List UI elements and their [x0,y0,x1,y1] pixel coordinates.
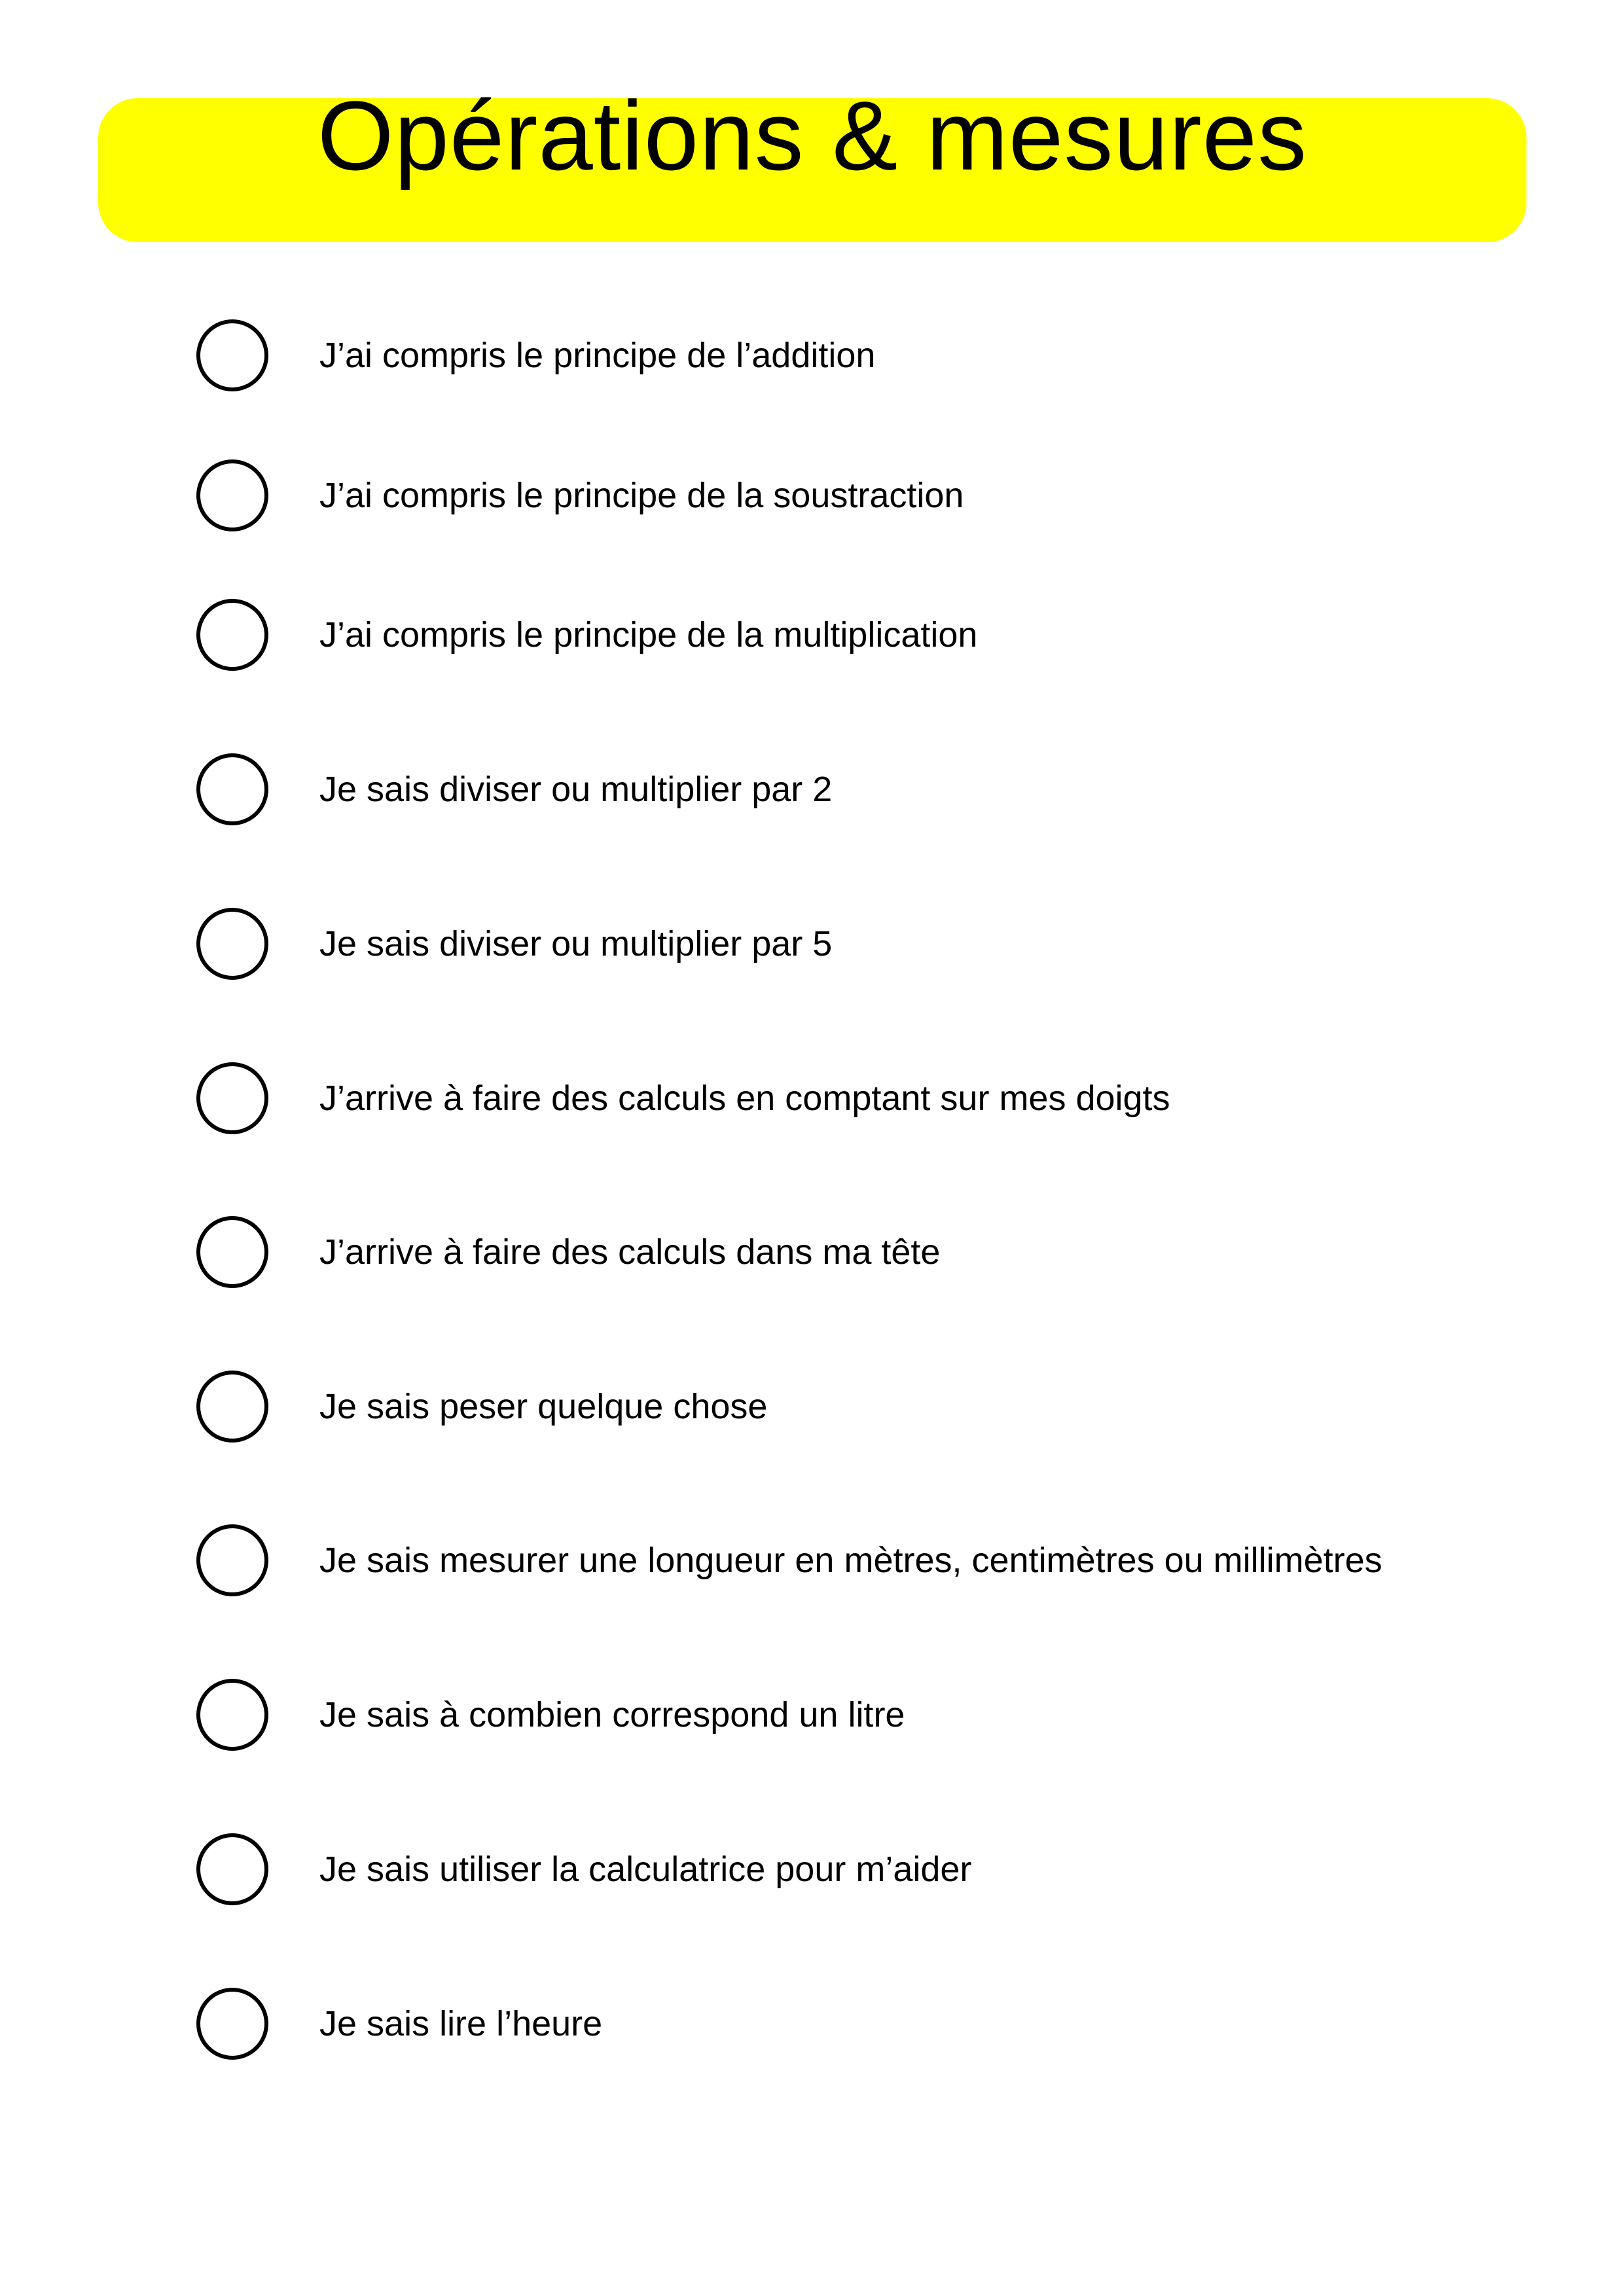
checklist-item[interactable] [196,750,832,829]
circle-checkbox[interactable] [196,908,268,980]
circle-checkbox[interactable] [196,1833,268,1905]
circle-checkbox[interactable] [196,753,268,825]
checklist-item[interactable] [196,1521,1382,1600]
checklist-item-label: J’arrive à faire des calculs en comptant sur mes doigts [319,1079,1170,1118]
circle-checkbox[interactable] [196,1988,268,2060]
checklist-item-label: Je sais à combien correspond un litre [319,1695,905,1734]
circle-checkbox[interactable] [196,1216,268,1288]
checklist-item[interactable] [196,456,964,535]
circle-checkbox[interactable] [196,1524,268,1596]
page-title: Opérations & mesures [317,80,1308,190]
checklist-item[interactable] [196,1984,602,2063]
checklist-item[interactable] [196,1059,1170,1138]
checklist-item[interactable] [196,1830,971,1909]
checklist-item-label: Je sais utiliser la calculatrice pour m’aider [319,1850,972,1889]
checklist-item[interactable] [196,316,875,395]
checklist-item-label: J’ai compris le principe de la multiplication [319,615,978,655]
circle-checkbox[interactable] [196,599,268,671]
circle-checkbox[interactable] [196,1371,268,1443]
checklist-item-label: J’ai compris le principe de la soustraction [319,476,964,515]
checklist-item[interactable] [196,1213,940,1291]
checklist-item-label: Je sais diviser ou multiplier par 2 [319,770,833,809]
checklist-item-label: J’ai compris le principe de l’addition [319,336,876,375]
checklist-item-label: Je sais lire l’heure [319,2004,603,2043]
checklist-item[interactable] [196,905,832,983]
circle-checkbox[interactable] [196,459,268,531]
checklist-item[interactable] [196,1676,905,1754]
checklist-item[interactable] [196,596,977,674]
checklist-item-label: J’arrive à faire des calculs dans ma tête [319,1232,941,1272]
checklist-item[interactable] [196,1367,767,1446]
circle-checkbox[interactable] [196,1679,268,1751]
checklist-item-label: Je sais mesurer une longueur en mètres, centimètres ou millimètres [319,1541,1382,1580]
circle-checkbox[interactable] [196,319,268,391]
checklist-item-label: Je sais diviser ou multiplier par 5 [319,924,833,963]
checklist-item-label: Je sais peser quelque chose [319,1387,768,1426]
circle-checkbox[interactable] [196,1062,268,1134]
